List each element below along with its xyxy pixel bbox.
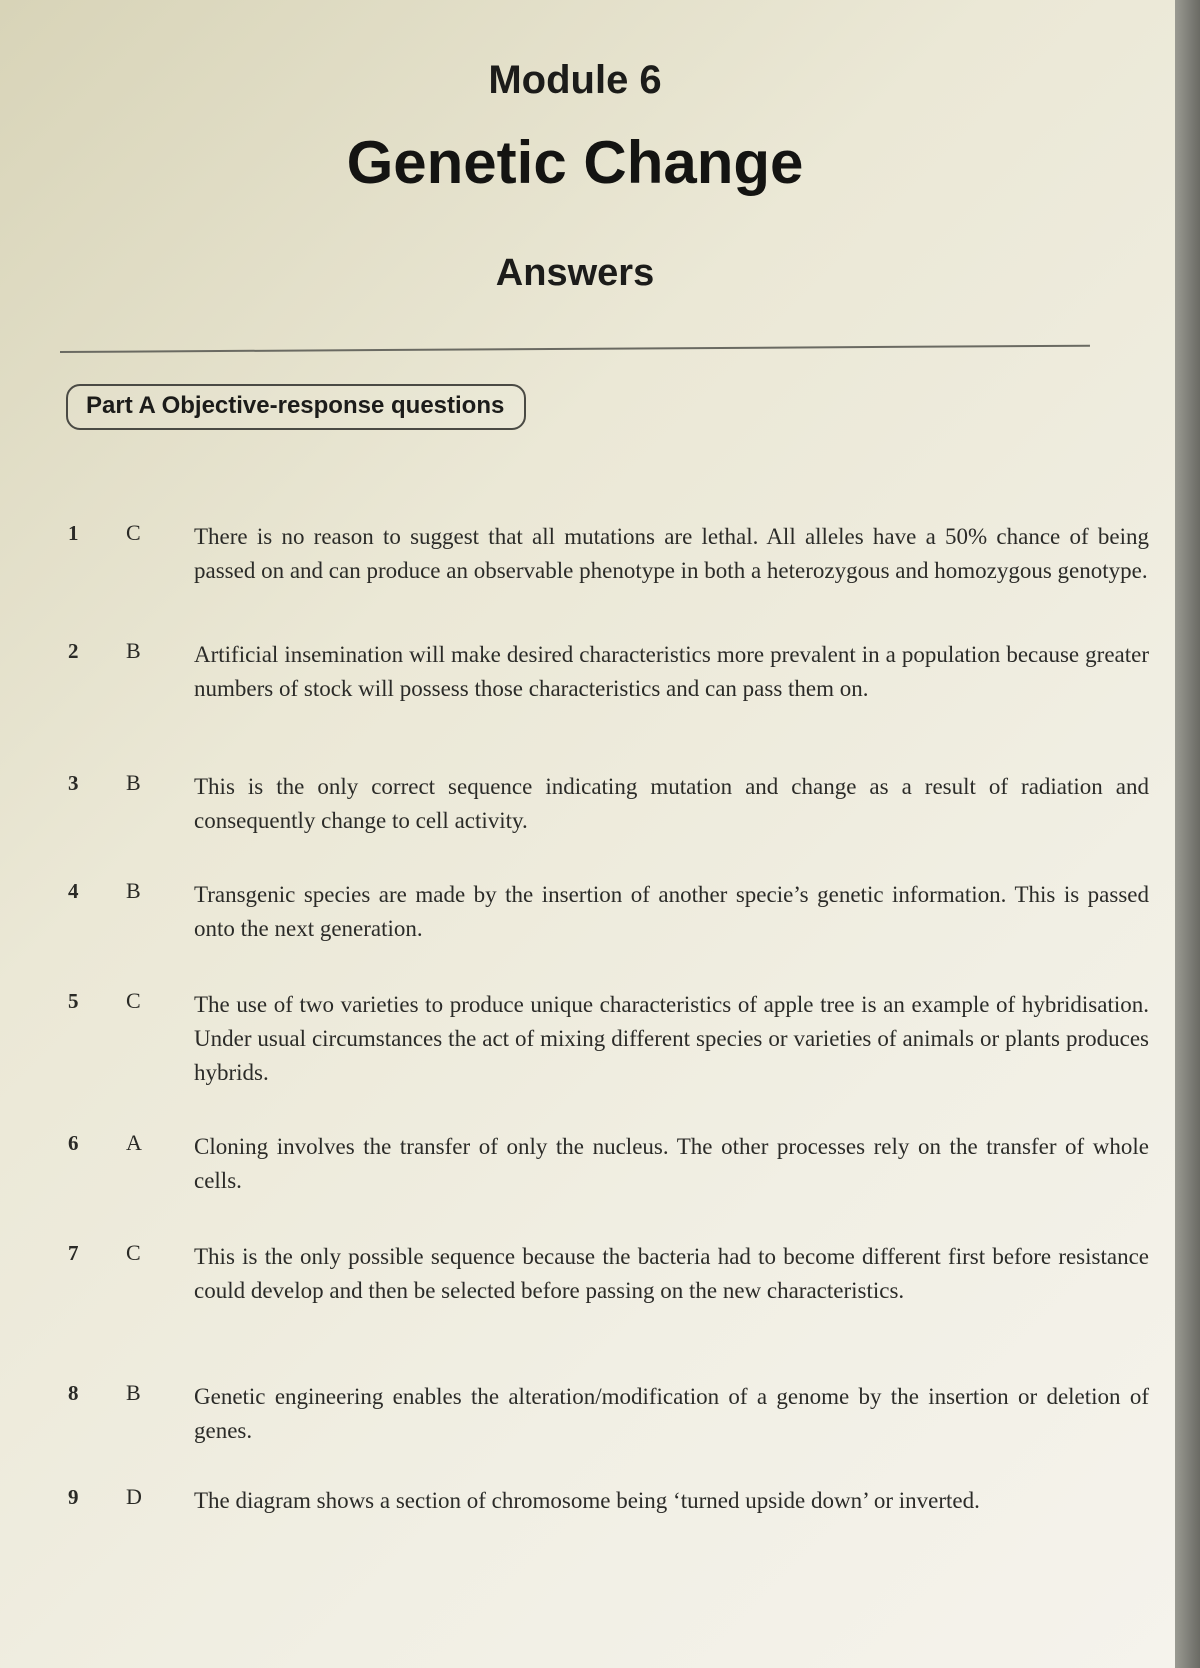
answer-letter: B — [126, 770, 141, 795]
answer-explanation: This is the only possible sequence because the bacteria had to become different first before resistance could develop and then be selected before passing on the new characteristics. — [194, 1244, 1149, 1303]
answer-item — [60, 638, 1149, 770]
answer-explanation: Artificial insemination will make desired characteristics more prevalent in a population because greater numbers of stock will possess those characteristics and can pass them on. — [194, 642, 1149, 701]
answer-explanation: Transgenic species are made by the insertion of another specie’s genetic information. This is passed onto the next generation. — [194, 882, 1149, 941]
answer-letter: B — [126, 878, 141, 903]
question-number: 2 — [68, 639, 79, 663]
answer-letter: B — [126, 1380, 141, 1405]
answer-item — [60, 988, 1149, 1130]
answer-letter: C — [126, 520, 141, 545]
answer-item — [60, 878, 1149, 988]
answer-letter: C — [126, 1240, 141, 1265]
answer-item — [60, 1380, 1149, 1484]
answer-item — [60, 1240, 1149, 1380]
page-edge — [1175, 0, 1200, 1668]
page-subtitle: Answers — [495, 252, 655, 294]
question-number: 5 — [68, 989, 79, 1013]
horizontal-rule — [60, 345, 1090, 353]
question-number: 1 — [68, 521, 79, 545]
question-number: 6 — [68, 1131, 79, 1155]
answer-explanation: Cloning involves the transfer of only the nucleus. The other processes rely on the transfer of whole cells. — [194, 1134, 1149, 1193]
question-number: 3 — [68, 771, 79, 795]
question-number: 4 — [68, 879, 79, 903]
answer-list — [60, 520, 1149, 1564]
answer-item — [60, 1484, 1100, 1564]
answer-explanation: Genetic engineering enables the alteration/modification of a genome by the insertion or deletion of genes. — [194, 1384, 1149, 1443]
answer-letter: A — [126, 1130, 142, 1155]
question-number: 8 — [68, 1381, 79, 1405]
answer-item — [60, 770, 1149, 878]
answer-explanation: This is the only correct sequence indicating mutation and change as a result of radiation and consequently change to cell activity. — [194, 774, 1149, 833]
answer-explanation: The diagram shows a section of chromosome being ‘turned upside down’ or inverted. — [194, 1488, 980, 1513]
answer-letter: B — [126, 638, 141, 663]
answer-letter: D — [126, 1484, 142, 1509]
answer-item — [60, 1130, 1149, 1240]
answer-explanation: There is no reason to suggest that all mutations are lethal. All alleles have a 50% chance of being passed on and can produce an observable phenotype in both a heterozygous and homozygous genotype. — [194, 524, 1149, 583]
answer-letter: C — [126, 988, 141, 1013]
module-label: Module 6 — [488, 58, 662, 102]
page-title: Genetic Change — [346, 129, 804, 196]
answer-explanation: The use of two varieties to produce unique characteristics of apple tree is an example of hybridisation. Under usual circumstances the act of mixing different species or varieties of animals or plants produces hybrids. — [194, 992, 1149, 1085]
question-number: 7 — [68, 1241, 79, 1265]
answer-item — [60, 520, 1149, 638]
section-heading: Part A Objective-response questions — [86, 392, 505, 419]
question-number: 9 — [68, 1485, 79, 1509]
section-heading-box — [66, 384, 526, 430]
